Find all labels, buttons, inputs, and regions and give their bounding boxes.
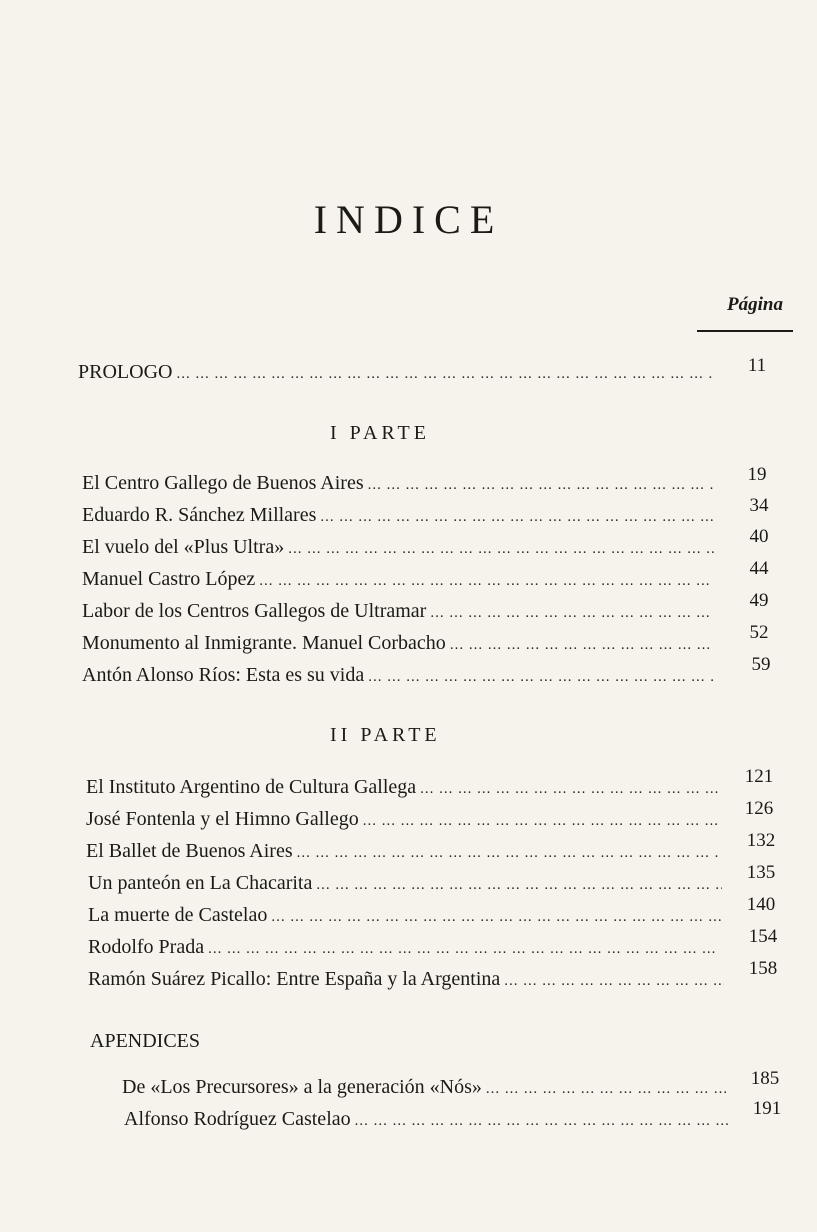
leader-dots [176,361,714,385]
toc-entry [88,870,722,896]
leader-dots [297,840,720,864]
toc-entry-title: Rodolfo Prada [88,936,205,958]
leader-dots [355,1108,728,1132]
toc-entry-title: La muerte de Castelao [88,904,268,926]
leader-dots [368,472,714,496]
toc-entry [82,534,714,560]
toc-entry-page: 34 [749,495,769,516]
leader-dots [486,1076,726,1100]
toc-entry-page: 132 [746,830,776,851]
toc-entry-title: Antón Alonso Ríos: Esta es su vida [82,664,365,686]
leader-dots [504,968,724,992]
toc-entry-page: 135 [746,862,776,883]
toc-entry [82,470,714,496]
leader-dots [288,536,714,560]
toc-entry [86,838,720,864]
toc-entry-title: El Centro Gallego de Buenos Aires [82,472,364,494]
toc-entry-title: Un panteón en La Chacarita [88,872,313,894]
toc-entry-page: 11 [747,355,767,376]
toc-entry-title: Eduardo R. Sánchez Millares [82,504,317,526]
toc-entry-title: Ramón Suárez Picallo: Entre España y la Argentina [88,968,501,990]
toc-entry-page: 140 [746,894,776,915]
toc-entry [86,806,720,832]
toc-entry-title: El Instituto Argentino de Cultura Gallega [86,776,417,798]
leader-dots [420,776,720,800]
toc-entry [88,934,722,960]
toc-entry-page: 154 [748,926,778,947]
toc-entry [86,774,720,800]
toc-entry [88,966,724,992]
toc-entry-title: Manuel Castro López [82,568,256,590]
toc-entry-page: 49 [749,590,769,611]
toc-entry-page: 185 [750,1068,780,1089]
toc-entry [88,902,722,928]
toc-entry-title: Monumento al Inmigrante. Manuel Corbacho [82,632,446,654]
toc-entry-page: 40 [749,526,769,547]
toc-entry [82,630,716,656]
toc-entry-page: 191 [752,1098,782,1119]
leader-dots [208,936,722,960]
leader-dots [259,568,716,592]
toc-entry-page: 126 [744,798,774,819]
leader-dots [271,904,722,928]
toc-entry-prologue [78,359,714,385]
toc-entry-title: El Ballet de Buenos Aires [86,840,293,862]
toc-entry-page: 44 [749,558,769,579]
toc-entry [122,1074,726,1100]
leader-dots [368,664,716,688]
appendices-heading: APENDICES [90,1030,201,1052]
toc-entry [82,502,714,528]
part-heading-2: II PARTE [330,724,441,746]
toc-entry [124,1106,728,1132]
page-column-header: Página [727,294,783,315]
toc-entry-page: 121 [744,766,774,787]
toc-entry [82,598,716,624]
toc-entry-page: 158 [748,958,778,979]
toc-entry-title: Alfonso Rodríguez Castelao [124,1108,351,1130]
toc-entry-title: PROLOGO [78,361,173,383]
leader-dots [363,808,720,832]
toc-entry-title: De «Los Precursores» a la generación «Nós» [122,1076,482,1098]
toc-entry-page: 52 [749,622,769,643]
toc-entry [82,662,716,688]
toc-entry-title: José Fontenla y el Himno Gallego [86,808,359,830]
toc-entry-title: Labor de los Centros Gallegos de Ultramar [82,600,427,622]
page-column-rule [697,330,793,332]
leader-dots [316,872,722,896]
leader-dots [320,504,714,528]
part-heading-1: I PARTE [330,422,430,444]
toc-entry [82,566,716,592]
toc-entry-page: 19 [747,464,767,485]
toc-entry-page: 59 [751,654,771,675]
toc-entry-title: El vuelo del «Plus Ultra» [82,536,285,558]
leader-dots [430,600,716,624]
leader-dots [450,632,716,656]
page-title: INDICE [313,197,504,242]
